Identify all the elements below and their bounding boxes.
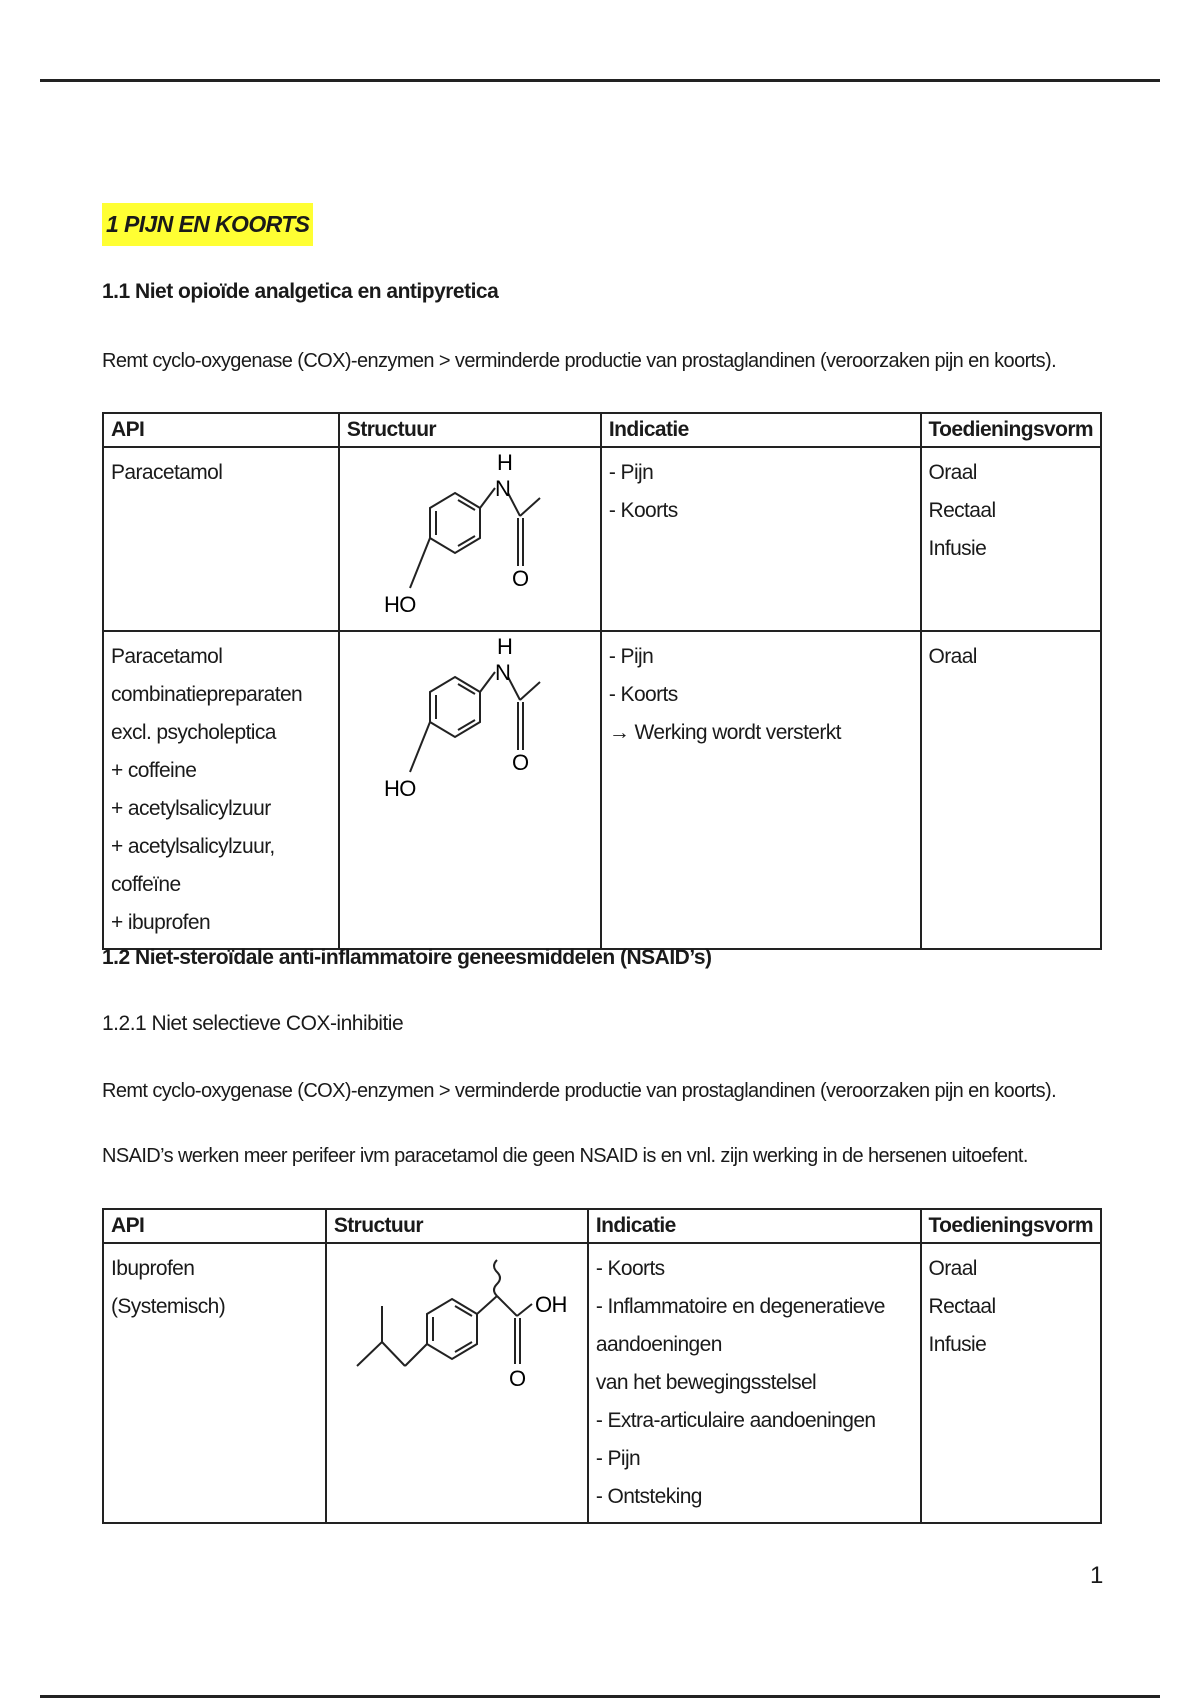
indication-item: van het bewegingsstelsel: [595, 1371, 817, 1394]
header-api: API: [103, 1209, 326, 1243]
atom-label-ho: HO: [383, 776, 416, 801]
indication-cell: [588, 1243, 921, 1523]
indication-item: - Inflammatoire en degeneratieve aandoeningen: [595, 1295, 885, 1356]
subsection-title-1-2-1: 1.2.1 Niet selectieve COX-inhibitie: [102, 1012, 404, 1035]
header-indicatie: Indicatie: [601, 413, 921, 447]
form-cell: [921, 631, 1101, 949]
table-row: [103, 1243, 1101, 1523]
header-api: API: [103, 413, 339, 447]
atom-label-o: O: [511, 566, 529, 591]
atom-label-h: H: [496, 450, 513, 475]
section-title-1-2: 1.2 Niet-steroïdale anti-inflammatoire geneesmiddelen (NSAID’s): [102, 946, 712, 969]
table-row: [103, 447, 1101, 631]
structure-cell: [339, 631, 601, 949]
structure-cell: [339, 447, 601, 631]
section-title-1-1: 1.1 Niet opioïde analgetica en antipyretica: [102, 280, 499, 303]
table-header-row: [103, 413, 1101, 447]
table-header-row: [103, 1209, 1101, 1243]
form-item: Oraal: [928, 645, 977, 668]
form-item: Rectaal: [928, 1295, 996, 1318]
atom-label-oh: OH: [534, 1292, 567, 1317]
indication-item: - Pijn: [608, 461, 654, 484]
atom-label-h: H: [496, 634, 513, 659]
atom-label-o: O: [508, 1366, 526, 1391]
ibuprofen-structure: [327, 1244, 587, 1464]
header-toedieningsvorm: Toedieningsvorm: [921, 413, 1101, 447]
form-item: Oraal: [928, 1257, 977, 1280]
table-nsaids: [102, 1208, 1102, 1524]
indication-item: → Werking wordt versterkt: [608, 721, 841, 744]
atom-label-o: O: [511, 750, 529, 775]
indication-item: - Pijn: [608, 645, 654, 668]
page-number: 1: [1090, 1562, 1104, 1589]
table-row: [103, 631, 1101, 949]
form-item: Infusie: [928, 537, 987, 560]
form-item: Rectaal: [928, 499, 996, 522]
atom-label-ho: HO: [383, 592, 416, 617]
form-item: Infusie: [928, 1333, 987, 1356]
form-cell: [921, 447, 1101, 631]
header-structuur: Structuur: [326, 1209, 588, 1243]
footer-rule: [40, 1695, 1160, 1698]
indication-item: - Extra-articulaire aandoeningen: [595, 1409, 876, 1432]
header-structuur: Structuur: [339, 413, 601, 447]
api-name: excl. psycholeptica: [111, 721, 276, 744]
intro-paragraph-1-2-b: NSAID’s werken meer perifeer ivm paracetamol die geen NSAID is en vnl. zijn werking in de hersenen uitoefent.: [102, 1145, 1028, 1167]
api-name: + coffeine: [111, 759, 197, 782]
api-cell: [103, 1243, 326, 1523]
api-name: (Systemisch): [111, 1295, 226, 1318]
atom-label-n: N: [494, 476, 511, 501]
indication-cell: [601, 631, 921, 949]
chapter-title: 1 PIJN EN KOORTS: [102, 203, 313, 246]
intro-paragraph-1-2-a: Remt cyclo-oxygenase (COX)-enzymen > verminderde productie van prostaglandinen (veroorzaken pijn en koorts).: [102, 1080, 1057, 1102]
api-name: Paracetamol: [111, 461, 223, 484]
indication-item: - Koorts: [608, 683, 678, 706]
api-name: + acetylsalicylzuur: [111, 797, 271, 820]
api-name: + acetylsalicylzuur, coffeïne: [111, 835, 275, 896]
api-name: + ibuprofen: [111, 911, 211, 934]
paracetamol-structure: [340, 448, 600, 628]
header-indicatie: Indicatie: [588, 1209, 921, 1243]
api-cell: [103, 447, 339, 631]
form-cell: [921, 1243, 1101, 1523]
table-analgetica: [102, 412, 1102, 950]
indication-item: - Koorts: [595, 1257, 665, 1280]
indication-item: - Ontsteking: [595, 1485, 702, 1508]
indication-item: - Pijn: [595, 1447, 641, 1470]
header-toedieningsvorm: Toedieningsvorm: [921, 1209, 1101, 1243]
intro-paragraph-1-1: Remt cyclo-oxygenase (COX)-enzymen > verminderde productie van prostaglandinen (veroorzaken pijn en koorts).: [102, 350, 1057, 372]
api-cell: [103, 631, 339, 949]
atom-label-n: N: [494, 660, 511, 685]
form-item: Oraal: [928, 461, 977, 484]
structure-cell: [326, 1243, 588, 1523]
indication-cell: [601, 447, 921, 631]
api-name: Ibuprofen: [111, 1257, 195, 1280]
indication-item: - Koorts: [608, 499, 678, 522]
header-rule: [40, 79, 1160, 82]
api-name: Paracetamol combinatiepreparaten: [111, 645, 303, 706]
paracetamol-structure: [340, 632, 600, 812]
